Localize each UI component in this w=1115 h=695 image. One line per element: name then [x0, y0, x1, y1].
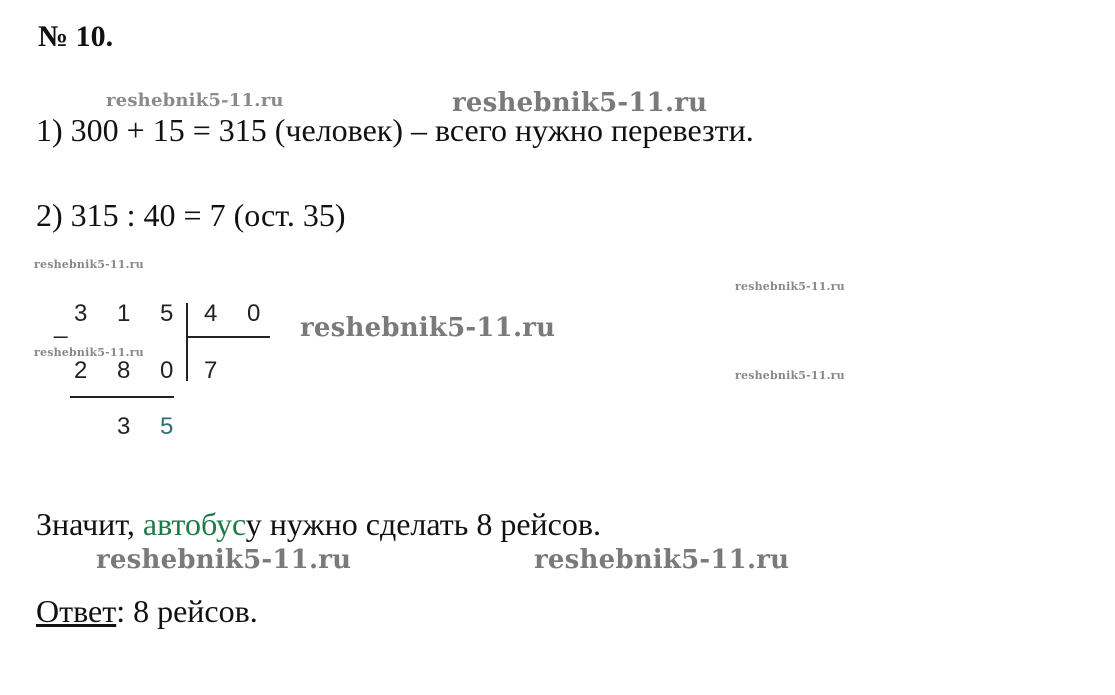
subtrahend-digit: 2: [74, 357, 88, 384]
watermark: reshebnik5-11.ru: [34, 258, 144, 271]
remainder-digit: 5: [160, 413, 174, 440]
remainder-digit: 3: [117, 413, 131, 440]
division-bar-vertical: [186, 303, 188, 381]
answer-text: : 8 рейсов.: [116, 593, 258, 629]
watermark: reshebnik5-11.ru: [34, 346, 144, 359]
division-bar-horizontal: [186, 336, 270, 338]
watermark: reshebnik5-11.ru: [106, 90, 284, 111]
watermark: reshebnik5-11.ru: [300, 313, 556, 343]
minus-sign: _: [54, 312, 68, 339]
conclusion: [36, 506, 601, 543]
solution-step-1: 1) 300 + 15 = 315 (человек) – всего нужно перевезти.: [36, 112, 754, 148]
watermark: reshebnik5-11.ru: [735, 280, 845, 293]
conclusion-prefix: Значит,: [36, 506, 143, 542]
watermark: reshebnik5-11.ru: [534, 545, 790, 575]
watermark: reshebnik5-11.ru: [735, 369, 845, 382]
watermark: reshebnik5-11.ru: [452, 88, 708, 118]
watermark: reshebnik5-11.ru: [96, 545, 352, 575]
dividend-digit: 1: [117, 300, 131, 327]
subtrahend-digit: 0: [160, 357, 174, 384]
answer: [36, 593, 258, 630]
subtraction-line: [70, 396, 174, 398]
answer-label: Ответ: [36, 593, 117, 629]
conclusion-suffix: у нужно сделать 8 рейсов.: [245, 506, 601, 542]
conclusion-highlight: автобус: [142, 506, 246, 542]
divisor-digit: 0: [247, 300, 261, 327]
dividend-digit: 5: [160, 300, 174, 327]
divisor-digit: 4: [204, 300, 218, 327]
subtrahend-digit: 8: [117, 357, 131, 384]
solution-step-2: 2) 315 : 40 = 7 (ост. 35): [36, 197, 346, 233]
dividend-digit: 3: [74, 300, 88, 327]
quotient-digit: 7: [204, 357, 218, 384]
problem-number: № 10.: [38, 20, 114, 53]
